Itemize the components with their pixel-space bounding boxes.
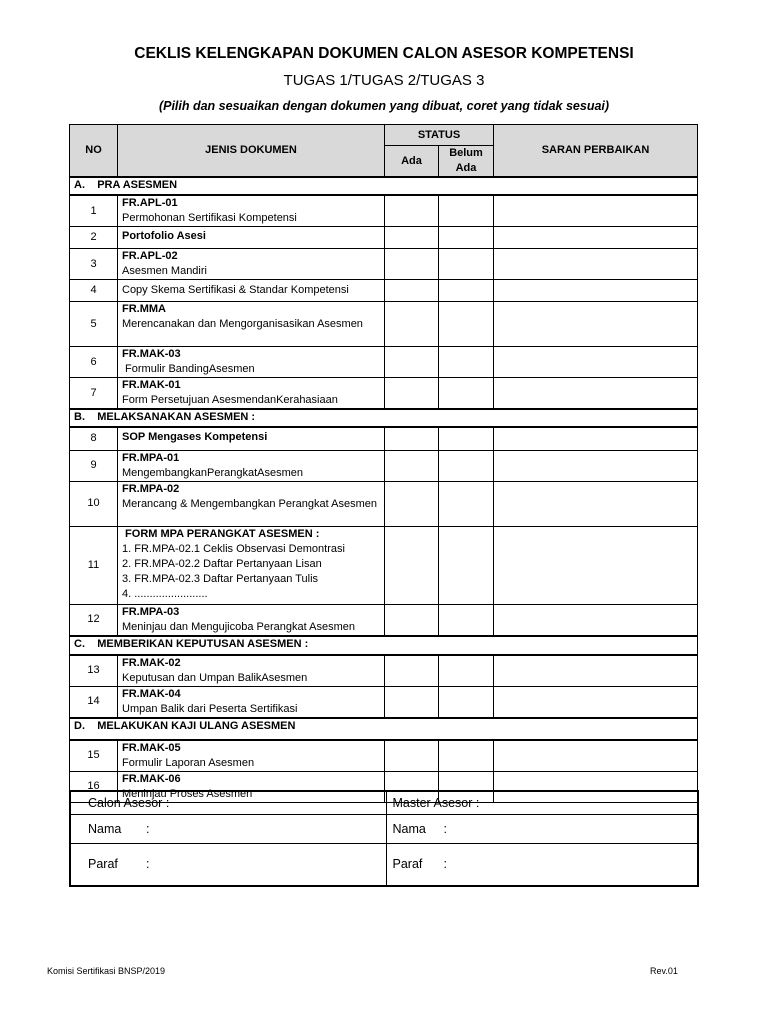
- document-desc: Keputusan dan Umpan BalikAsesmen: [122, 671, 308, 684]
- document-cell: [118, 280, 385, 302]
- section-kaji-ulang: D. MELAKUKAN KAJI ULANG ASESMEN: [70, 718, 698, 740]
- saran-cell[interactable]: [494, 302, 698, 347]
- table-row: [70, 655, 698, 687]
- belum-ada-checkbox-cell[interactable]: [439, 302, 494, 347]
- colon: :: [443, 821, 447, 836]
- saran-cell[interactable]: [494, 378, 698, 410]
- ada-checkbox-cell[interactable]: [385, 686, 439, 718]
- document-cell: [118, 347, 385, 378]
- belum-ada-checkbox-cell[interactable]: [439, 686, 494, 718]
- ada-checkbox-cell[interactable]: [385, 249, 439, 280]
- table-row: [70, 302, 698, 347]
- calon-paraf-field[interactable]: [70, 843, 386, 886]
- document-desc: Asesmen Mandiri: [122, 265, 207, 277]
- section-melaksanakan-asesmen: B. MELAKSANAKAN ASESMEN :: [70, 409, 698, 427]
- document-code: FR.MMA: [122, 303, 166, 315]
- ada-checkbox-cell[interactable]: [385, 227, 439, 249]
- master-nama-field[interactable]: [386, 814, 698, 843]
- belum-ada-checkbox-cell[interactable]: [439, 481, 494, 526]
- row-number: 16: [70, 771, 118, 802]
- section-row: [70, 409, 698, 427]
- row-number: 12: [70, 604, 118, 636]
- belum-ada-checkbox-cell[interactable]: [439, 427, 494, 450]
- signature-header-row: [70, 791, 698, 814]
- saran-cell[interactable]: [494, 526, 698, 604]
- table-row: [70, 481, 698, 526]
- section-row: [70, 177, 698, 195]
- table-row: [70, 195, 698, 227]
- document-cell: [118, 427, 385, 450]
- document-cell: [118, 249, 385, 280]
- colon: :: [146, 821, 150, 836]
- table-row: [70, 686, 698, 718]
- document-code: FR.MPA-02: [122, 482, 180, 495]
- document-cell: [118, 604, 385, 636]
- saran-cell[interactable]: [494, 740, 698, 772]
- row-number: 3: [70, 249, 118, 280]
- belum-ada-checkbox-cell[interactable]: [439, 655, 494, 687]
- table-row: [70, 280, 698, 302]
- header-status: STATUS: [385, 125, 494, 146]
- section-pra-asesmen: A. PRA ASESMEN: [70, 177, 698, 195]
- footer-organization: Komisi Sertifikasi BNSP/2019: [47, 966, 166, 976]
- document-code: FR.MAK-03: [122, 348, 181, 360]
- saran-cell[interactable]: [494, 686, 698, 718]
- document-code: FR.MAK-02: [122, 656, 181, 669]
- saran-cell[interactable]: [494, 481, 698, 526]
- saran-cell[interactable]: [494, 249, 698, 280]
- ada-checkbox-cell[interactable]: [385, 347, 439, 378]
- document-desc: Umpan Balik dari Peserta Sertifikasi: [122, 702, 298, 715]
- document-cell: [118, 655, 385, 687]
- header-saran-perbaikan: SARAN PERBAIKAN: [494, 125, 698, 178]
- footer-revision: Rev.01: [650, 966, 678, 976]
- document-code: SOP Mengases Kompetensi: [122, 431, 268, 443]
- ada-checkbox-cell[interactable]: [385, 450, 439, 481]
- ada-checkbox-cell[interactable]: [385, 378, 439, 410]
- table-row: [70, 427, 698, 450]
- document-desc: Merencanakan dan Mengorganisasikan Asesmen: [122, 318, 363, 330]
- document-code: FR.MAK-04: [122, 687, 181, 700]
- document-cell: [118, 302, 385, 347]
- saran-cell[interactable]: [494, 227, 698, 249]
- document-cell: [118, 740, 385, 772]
- document-subtitle: TUGAS 1/TUGAS 2/TUGAS 3: [283, 72, 485, 89]
- row-number: 2: [70, 227, 118, 249]
- ada-checkbox-cell[interactable]: [385, 526, 439, 604]
- signature-paraf-row: [70, 843, 698, 886]
- table-header-row: [70, 125, 698, 146]
- document-code: FR.MAK-01: [122, 379, 181, 391]
- ada-checkbox-cell[interactable]: [385, 481, 439, 526]
- ada-checkbox-cell[interactable]: [385, 302, 439, 347]
- saran-cell[interactable]: [494, 604, 698, 636]
- document-cell: [118, 450, 385, 481]
- section-row: [70, 718, 698, 740]
- saran-cell[interactable]: [494, 450, 698, 481]
- document-code: FR.MAK-05: [122, 741, 181, 754]
- nama-label: Nama: [392, 821, 426, 836]
- document-code: FR.MAK-06: [122, 772, 181, 785]
- belum-ada-checkbox-cell[interactable]: [439, 740, 494, 772]
- document-note: (Pilih dan sesuaikan dengan dokumen yang dibuat, coret yang tidak sesuai): [158, 99, 610, 113]
- document-code: FORM MPA PERANGKAT ASESMEN :: [122, 527, 320, 540]
- belum-ada-checkbox-cell[interactable]: [439, 378, 494, 410]
- row-number: 14: [70, 686, 118, 718]
- belum-ada-checkbox-cell[interactable]: [439, 227, 494, 249]
- saran-cell[interactable]: [494, 195, 698, 227]
- row-number: 10: [70, 481, 118, 526]
- paraf-label: Paraf: [392, 857, 423, 872]
- document-cell: [118, 195, 385, 227]
- header-no: NO: [70, 125, 118, 178]
- document-desc: Meninjau dan Mengujicoba Perangkat Asesmen: [122, 620, 355, 633]
- list-item: 3. FR.MPA-02.3 Daftar Pertanyaan Tulis: [122, 572, 319, 585]
- section-memberikan-keputusan: C. MEMBERIKAN KEPUTUSAN ASESMEN :: [70, 636, 698, 655]
- document-code: FR.APL-02: [122, 250, 178, 262]
- document-code: FR.MPA-03: [122, 605, 180, 618]
- list-item: 4. ........................: [122, 587, 208, 600]
- belum-ada-checkbox-cell[interactable]: [439, 195, 494, 227]
- ada-checkbox-cell[interactable]: [385, 604, 439, 636]
- document-desc: MengembangkanPerangkatAsesmen: [122, 466, 304, 479]
- belum-ada-checkbox-cell[interactable]: [439, 526, 494, 604]
- table-row: [70, 604, 698, 636]
- table-row: [70, 526, 698, 604]
- colon: :: [443, 857, 447, 872]
- ada-checkbox-cell[interactable]: [385, 280, 439, 302]
- document-desc: Formulir BandingAsesmen: [122, 363, 255, 375]
- document-cell: [118, 526, 385, 604]
- header-ada: Ada: [385, 146, 439, 178]
- list-item: 1. FR.MPA-02.1 Ceklis Observasi Demontrasi: [122, 542, 345, 555]
- saran-cell[interactable]: [494, 347, 698, 378]
- document-cell: [118, 481, 385, 526]
- calon-asesor-label: Calon Asesor :: [70, 791, 386, 814]
- row-number: 9: [70, 450, 118, 481]
- saran-cell[interactable]: [494, 427, 698, 450]
- belum-ada-checkbox-cell[interactable]: [439, 249, 494, 280]
- document-desc: Copy Skema Sertifikasi & Standar Kompetensi: [122, 284, 349, 296]
- row-number: 4: [70, 280, 118, 302]
- checklist-table: [69, 124, 698, 803]
- ada-checkbox-cell[interactable]: [385, 655, 439, 687]
- ada-checkbox-cell[interactable]: [385, 427, 439, 450]
- colon: :: [146, 857, 150, 872]
- belum-ada-checkbox-cell[interactable]: [439, 604, 494, 636]
- document-desc: Formulir Laporan Asesmen: [122, 756, 255, 769]
- nama-label: Nama: [88, 821, 122, 836]
- row-number: 15: [70, 740, 118, 772]
- document-cell: [118, 227, 385, 249]
- document-code: FR.MPA-01: [122, 451, 180, 464]
- document-code: Portofolio Asesi: [122, 230, 206, 242]
- document-desc: Merancang & Mengembangkan Perangkat Asesmen: [122, 497, 377, 510]
- row-number: 11: [70, 526, 118, 604]
- row-number: 13: [70, 655, 118, 687]
- saran-cell[interactable]: [494, 655, 698, 687]
- table-row: [70, 740, 698, 772]
- signature-name-row: [70, 814, 698, 843]
- belum-ada-checkbox-cell[interactable]: [439, 347, 494, 378]
- table-row: [70, 249, 698, 280]
- header-belum-ada: Belum Ada: [439, 146, 494, 178]
- header-jenis-dokumen: JENIS DOKUMEN: [118, 125, 385, 178]
- row-number: 6: [70, 347, 118, 378]
- list-item: 2. FR.MPA-02.2 Daftar Pertanyaan Lisan: [122, 557, 322, 570]
- row-number: 7: [70, 378, 118, 410]
- ada-checkbox-cell[interactable]: [385, 740, 439, 772]
- master-paraf-field[interactable]: [386, 843, 698, 886]
- paraf-label: Paraf: [88, 857, 118, 872]
- row-number: 8: [70, 427, 118, 450]
- saran-cell[interactable]: [494, 280, 698, 302]
- section-row: [70, 636, 698, 655]
- document-title: CEKLIS KELENGKAPAN DOKUMEN CALON ASESOR KOMPETENSI: [134, 45, 634, 62]
- document-cell: [118, 686, 385, 718]
- calon-nama-field[interactable]: [70, 814, 386, 843]
- table-row: [70, 227, 698, 249]
- master-asesor-label: Master Asesor :: [386, 791, 698, 814]
- belum-ada-checkbox-cell[interactable]: [439, 280, 494, 302]
- ada-checkbox-cell[interactable]: [385, 195, 439, 227]
- table-row: [70, 450, 698, 481]
- document-code: FR.APL-01: [122, 197, 178, 209]
- row-number: 1: [70, 195, 118, 227]
- document-cell: [118, 378, 385, 410]
- document-desc: Meninjau Proses Asesmen: [122, 787, 253, 800]
- signature-table: [69, 790, 699, 887]
- belum-ada-checkbox-cell[interactable]: [439, 450, 494, 481]
- document-desc: Permohonan Sertifikasi Kompetensi: [122, 212, 297, 224]
- table-row: [70, 378, 698, 410]
- document-desc: Form Persetujuan AsesmendanKerahasiaan: [122, 394, 338, 406]
- table-row: [70, 347, 698, 378]
- row-number: 5: [70, 302, 118, 347]
